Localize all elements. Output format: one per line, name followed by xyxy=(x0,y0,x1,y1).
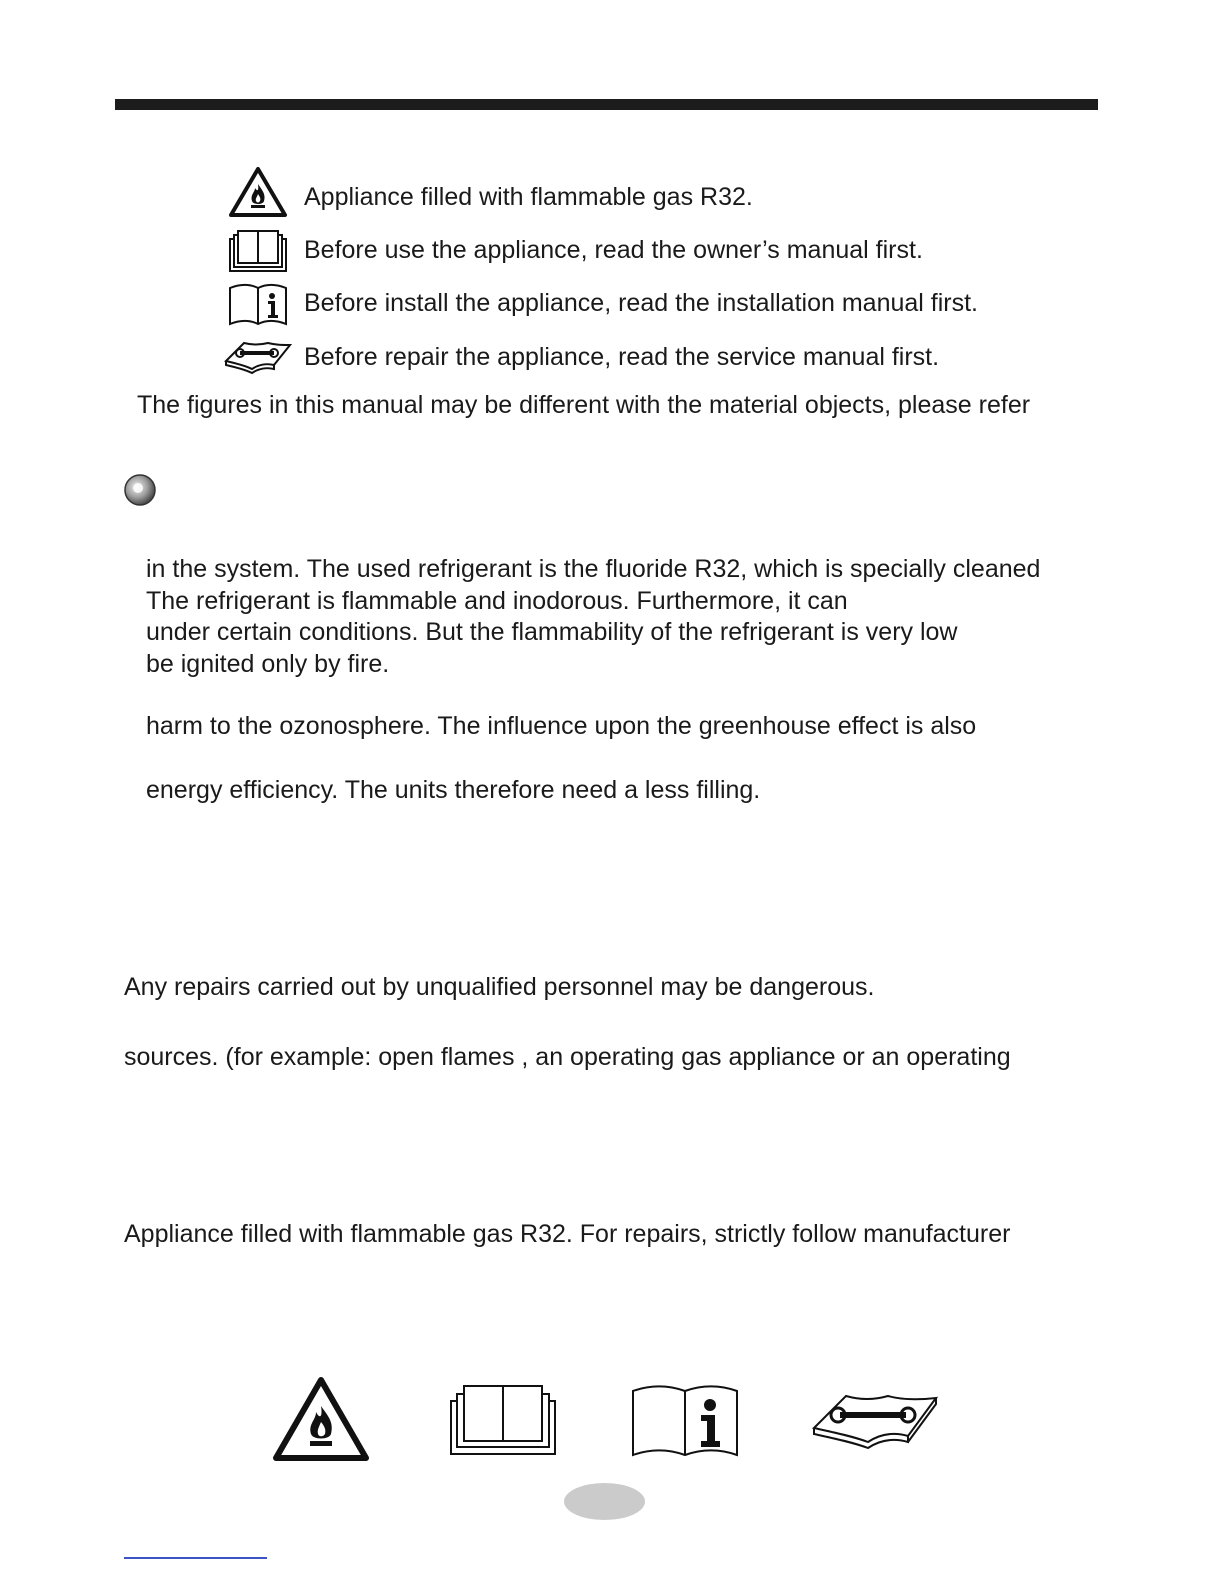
installation-manual-icon xyxy=(228,282,288,328)
service-manual-icon xyxy=(810,1388,940,1458)
installation-manual-icon xyxy=(630,1383,740,1461)
warning-sources: sources. (for example: open flames , an operating gas appliance or an operating xyxy=(124,1043,1011,1071)
refrigerant-line-2: The refrigerant is flammable and inodorous. Furthermore, it can xyxy=(146,587,848,615)
owner-manual-icon xyxy=(448,1383,558,1457)
page-number-badge xyxy=(564,1483,645,1520)
service-manual-icon xyxy=(222,339,292,375)
link-underline xyxy=(124,1557,267,1559)
refrigerant-line-4: be ignited only by fire. xyxy=(146,650,390,678)
refrigerant-line-5: harm to the ozonosphere. The influence upon the greenhouse effect is also xyxy=(146,712,977,740)
warning-appliance: Appliance filled with flammable gas R32. For repairs, strictly follow manufacturer xyxy=(124,1220,1011,1248)
symbol-text-service-manual: Before repair the appliance, read the service manual first. xyxy=(304,343,940,371)
figures-note: The figures in this manual may be different with the material objects, please refer xyxy=(137,391,1031,419)
symbol-text-owner-manual: Before use the appliance, read the owner’s manual first. xyxy=(304,236,923,264)
refrigerant-line-6: energy efficiency. The units therefore need a less filling. xyxy=(146,776,761,804)
owner-manual-icon xyxy=(228,229,288,273)
refrigerant-line-1: in the system. The used refrigerant is the fluoride R32, which is specially cleaned xyxy=(146,555,1041,583)
symbol-text-flammable: Appliance filled with flammable gas R32. xyxy=(304,183,753,211)
symbol-text-installation-manual: Before install the appliance, read the installation manual first. xyxy=(304,289,978,317)
header-bar xyxy=(115,99,1098,110)
refrigerant-line-3: under certain conditions. But the flammability of the refrigerant is very low xyxy=(146,618,958,646)
flammable-warning-icon xyxy=(272,1376,370,1464)
warning-repairs: Any repairs carried out by unqualified personnel may be dangerous. xyxy=(124,973,875,1001)
round-bullet-icon xyxy=(124,474,156,506)
flammable-warning-icon xyxy=(228,166,288,218)
